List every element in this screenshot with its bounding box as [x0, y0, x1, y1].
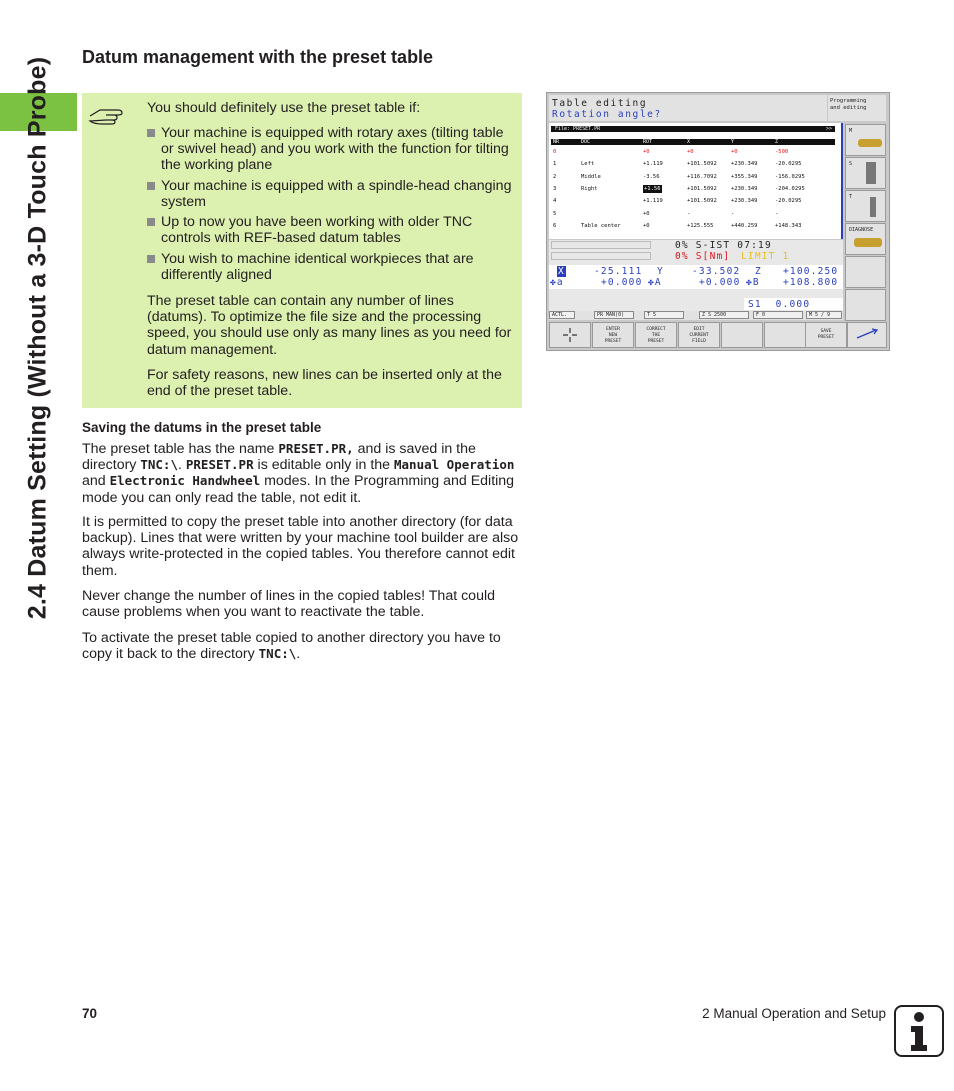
arrow-icon [852, 327, 882, 341]
cell-y[interactable]: - [731, 210, 735, 217]
axis-z-label: Z [755, 266, 762, 277]
cell-y[interactable]: +0 [731, 149, 738, 155]
softkey-enter-new-preset[interactable]: ENTER NEW PRESET [592, 322, 634, 348]
axis-x-label: X [558, 266, 565, 277]
cell-z[interactable]: -204.0295 [775, 185, 805, 192]
section-title: Datum management with the preset table [82, 47, 434, 67]
cell-nr[interactable]: 5 [553, 210, 557, 217]
body-paragraph: Never change the number of lines in the copied tables! That could cause problems when you want to reactivate the table. [82, 588, 496, 621]
cell-x[interactable]: +116.7092 [687, 173, 717, 180]
chapter-footer: 2 Manual Operation and Setup [702, 1006, 886, 1021]
note-bullet: Your machine is equipped with rotary axes (tilting table or swivel head) and you work with the function for tilting the working plane [147, 125, 517, 174]
preset-table [549, 123, 843, 239]
subsection-title: Saving the datums in the preset table [82, 420, 322, 435]
cell-nr[interactable]: 2 [553, 173, 557, 180]
table-row[interactable] [551, 173, 835, 181]
table-row[interactable] [551, 210, 835, 218]
cell-x[interactable]: +0 [687, 149, 694, 155]
softkey-blank[interactable] [764, 322, 806, 348]
screen-header [549, 95, 827, 121]
axis-a-label: ✤a [550, 277, 564, 288]
limit-status: LIMIT 1 [741, 251, 790, 262]
cell-rot[interactable]: +0 [643, 222, 650, 229]
screen-prompt: Rotation angle? [552, 109, 662, 120]
softkey-m[interactable]: M [845, 124, 886, 156]
override-status: 0% S-IST 07:19 [675, 240, 772, 251]
cell-rot[interactable]: +0 [643, 210, 650, 217]
note-paragraph: The preset table can contain any number of lines (datums). To optimize the file size and the processing speed, you should use only as many lines as you need for datum management. [147, 293, 512, 358]
cell-z[interactable]: - [775, 210, 779, 217]
info-glyph [896, 1007, 942, 1055]
axis-z-value: +100.250 [783, 266, 839, 277]
position-display [549, 240, 843, 316]
cell-y[interactable]: +230.349 [731, 198, 758, 205]
cell-nr[interactable]: 1 [553, 161, 557, 168]
softkey-blank[interactable] [845, 289, 886, 321]
note-bullet: Your machine is equipped with a spindle-head changing system [147, 178, 517, 210]
softkey-blank[interactable] [721, 322, 763, 348]
softkey-t[interactable]: T [845, 190, 886, 222]
cell-nr[interactable]: 4 [553, 198, 557, 205]
axis-aa-value: +0.000 [699, 277, 741, 288]
screen-title: Table editing [552, 98, 648, 109]
table-row[interactable] [551, 222, 835, 230]
cell-nr[interactable]: 3 [553, 185, 557, 192]
axis-y-label: Y [657, 266, 664, 277]
axis-x-value: -25.111 [594, 266, 643, 277]
tnc-screen [546, 92, 890, 351]
cell-doc[interactable]: Left [581, 161, 595, 168]
spindle-value: S1 0.000 [748, 299, 811, 310]
cell-doc[interactable]: Right [581, 185, 598, 192]
cell-rot[interactable]: -3.56 [643, 173, 660, 180]
note-bullet: You wish to machine identical workpieces that are differently aligned [147, 251, 517, 283]
crosshair-icon [562, 327, 578, 343]
table-row[interactable] [551, 197, 835, 205]
table-row[interactable] [551, 160, 835, 168]
table-row[interactable] [551, 185, 835, 193]
softkey-crosshair[interactable] [549, 322, 591, 348]
page-number: 70 [82, 1006, 98, 1021]
cell-y[interactable]: +230.349 [731, 161, 758, 168]
cell-rot[interactable]: +0 [643, 149, 650, 155]
cell-z[interactable]: -156.0295 [775, 173, 805, 180]
spindle-status: 0% S[Nm] [675, 251, 731, 262]
axis-y-value: -33.502 [692, 266, 741, 277]
body-paragraph: To activate the preset table copied to another directory you have to copy it back to the directory TNC:\. [82, 630, 501, 663]
cell-z[interactable]: +148.343 [775, 222, 802, 229]
axis-b-label: ✤B [746, 277, 760, 288]
cell-nr[interactable]: 6 [553, 222, 557, 229]
note-intro: You should definitely use the preset table if: [147, 100, 421, 116]
note-bullet: Up to now you have been working with older TNC controls with REF-based datum tables [147, 214, 517, 246]
info-icon [894, 1005, 944, 1057]
cell-rot[interactable]: +1.56 [644, 185, 661, 192]
softkey-edit-current-field[interactable]: EDIT CURRENT FIELD [678, 322, 720, 348]
softkey-row [549, 322, 887, 348]
note-paragraph: For safety reasons, new lines can be inserted only at the end of the preset table. [147, 367, 502, 400]
softkey-s[interactable]: S [845, 157, 886, 189]
body-paragraph: The preset table has the name PRESET.PR, and is saved in the directory TNC:\. PRESET.PR is editable only in the Manual Operation and Electronic Handwheel modes. In the Programming and Editing mode you can only read the table, not edit it. [82, 441, 515, 506]
table-row[interactable] [551, 148, 835, 156]
cell-z[interactable]: -20.0295 [775, 198, 802, 205]
pointing-hand-icon [88, 105, 124, 127]
cell-z[interactable]: -500 [775, 149, 789, 155]
file-bar: File: PRESET.PR >> [551, 126, 835, 132]
softkey-correct-preset[interactable]: CORRECT THE PRESET [635, 322, 677, 348]
body-paragraph: It is permitted to copy the preset table into another directory (for data backup). Lines that were written by your machine tool builder are also always write-protected in the copied tables. You therefore cannot edit them. [82, 514, 519, 579]
table-header: NR DOC ROT X Y Z [551, 139, 835, 145]
chapter-side-title: 2.4 Datum Setting (Without a 3-D Touch Probe) [23, 56, 52, 620]
axis-aa-label: ✤A [648, 277, 662, 288]
cell-rot[interactable]: +1.119 [643, 198, 663, 205]
axis-b-value: +108.800 [783, 277, 839, 288]
cell-nr[interactable]: 0 [553, 149, 557, 155]
axis-a-value: +0.000 [601, 277, 643, 288]
cell-x[interactable]: +101.5092 [687, 161, 717, 168]
cell-doc[interactable]: Middle [581, 173, 601, 180]
cell-x[interactable]: - [687, 210, 691, 217]
mode-indicator: Programming and editing [828, 95, 886, 121]
cell-z[interactable]: -20.0295 [775, 161, 802, 168]
cell-y[interactable]: +230.349 [731, 185, 758, 192]
softkey-blank[interactable] [845, 256, 886, 288]
cell-y[interactable]: +440.259 [731, 222, 758, 229]
cell-y[interactable]: +355.349 [731, 173, 758, 180]
softkey-diagnose[interactable]: DIAGNOSE [845, 223, 886, 255]
cell-x[interactable]: +125.555 [687, 222, 714, 229]
softkey-scroll[interactable] [847, 322, 887, 348]
cell-rot[interactable]: +1.119 [643, 161, 663, 168]
note-box [82, 93, 522, 408]
softkey-save-preset[interactable]: SAVE PRESET [805, 322, 847, 348]
cell-x[interactable]: +101.5092 [687, 198, 717, 205]
cell-doc[interactable]: Table center [581, 222, 621, 229]
cell-x[interactable]: +101.5092 [687, 185, 717, 192]
status-bar: ACTL. PR MAN(0) T 5 Z S 2500 F 0 M 5 / 9 [549, 311, 843, 320]
